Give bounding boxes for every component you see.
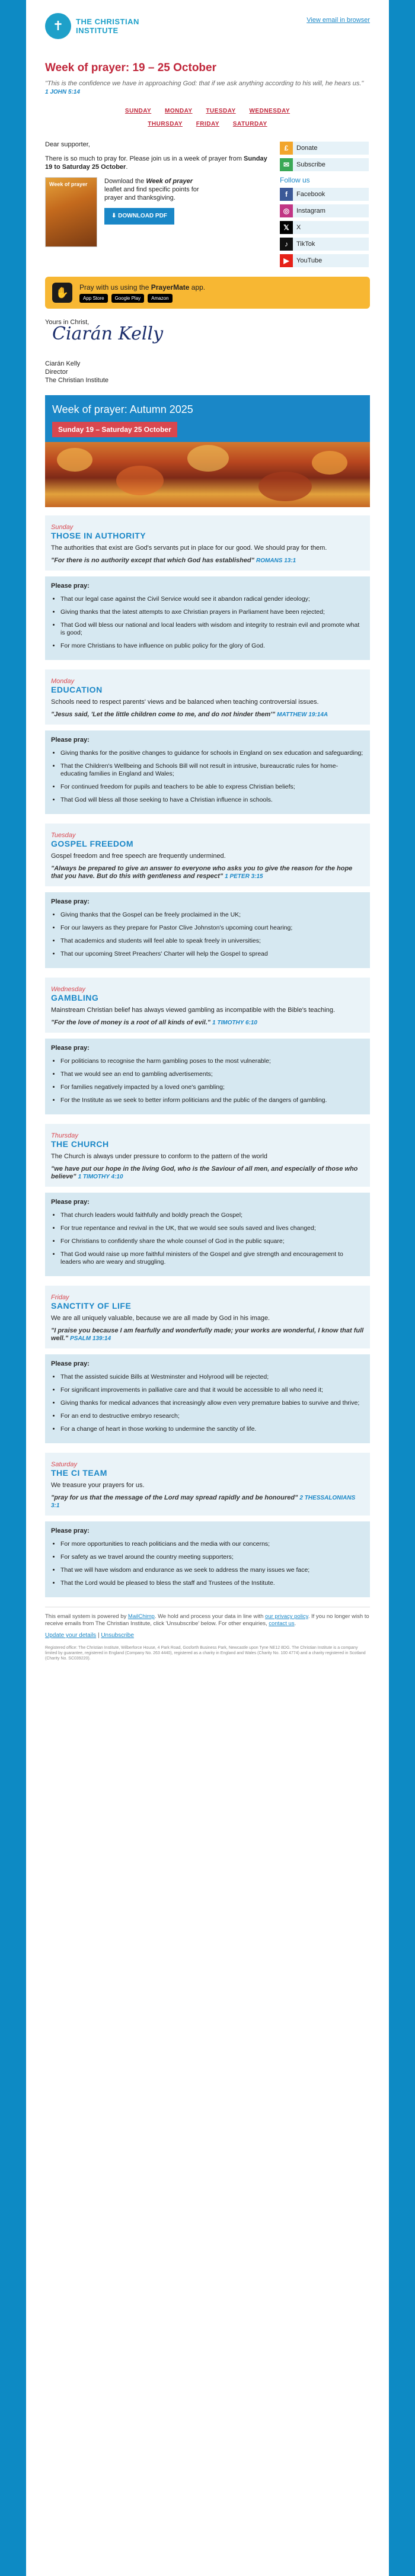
signoff-name: Ciarán Kelly: [45, 360, 81, 367]
section-verse-ref: 1 TIMOTHY 6:10: [212, 1020, 257, 1026]
section-day: Wednesday: [51, 986, 85, 993]
prayer-points-list: [51, 1373, 364, 1433]
leaflet-block: [45, 177, 270, 247]
please-pray-heading: Please pray:: [51, 1360, 90, 1367]
footer-text-2: . We hold and process your data in line with: [154, 1613, 266, 1620]
tiktok-link[interactable]: [280, 238, 369, 251]
x-label: X: [296, 224, 301, 231]
section-intro: Mainstream Christian belief has always viewed gambling as incompatible with the Bible's teaching.: [51, 1007, 336, 1014]
footer-text: [45, 1613, 370, 1627]
section-title: SANCTITY OF LIFE: [51, 1301, 132, 1311]
footer-text-3: . If you no longer wish to receive emails from The Christian Institute, click 'Unsubscribe' below. For other enquiries,: [45, 1613, 369, 1627]
section-day: Sunday: [51, 524, 74, 531]
signature-image: Ciarán Kelly: [52, 323, 164, 344]
youtube-link[interactable]: [280, 254, 369, 267]
banner-dates: Sunday 19 – Saturday 25 October: [52, 422, 177, 437]
day-link-tuesday[interactable]: TUESDAY: [206, 108, 236, 114]
prayer-point: • For continued freedom for pupils and teachers to be able to express Christian beliefs;: [60, 783, 364, 791]
prayer-point: • For true repentance and revival in the UK, that we would see souls saved and lives changed;: [60, 1225, 364, 1232]
section-verse-text: "pray for us that the message of the Lord may spread rapidly and be honoured": [51, 1494, 298, 1501]
autumn-leaves-image: [45, 442, 370, 507]
subscribe-icon: ✉: [280, 158, 293, 171]
autumn-banner: [45, 395, 370, 507]
prayer-point: • That our upcoming Street Preachers' Charter will help the Gospel to spread: [60, 950, 364, 958]
prayermate-text-post: app.: [189, 283, 206, 291]
facebook-link[interactable]: [280, 188, 369, 201]
youtube-label: YouTube: [296, 257, 323, 264]
section-day: Monday: [51, 678, 75, 685]
section-monday: [45, 669, 370, 814]
prayer-points-list: [51, 749, 364, 804]
banner-title: Week of prayer: Autumn 2025: [52, 403, 193, 415]
prayer-points-list: [51, 1212, 364, 1266]
section-head: [45, 1453, 370, 1516]
please-pray-heading: Please pray:: [51, 898, 90, 905]
section-tuesday: [45, 824, 370, 968]
section-verse-text: "we have put our hope in the living God, who is the Saviour of all men, and especially of those who believe": [51, 1165, 358, 1180]
section-intro: We are all uniquely valuable, because we are all made by God in his image.: [51, 1315, 270, 1322]
prayer-point: • That our legal case against the Civil Service would see it abandon radical gender ideology;: [60, 595, 364, 603]
youtube-icon: ▶: [280, 254, 293, 267]
please-pray-box: [45, 1033, 370, 1114]
footer-text-1: This email system is powered by: [45, 1613, 128, 1620]
intro-columns: [45, 140, 370, 271]
prayer-point: • That church leaders would faithfully and boldly preach the Gospel;: [60, 1212, 364, 1219]
prayer-points-list: [51, 1540, 364, 1587]
leaflet-description: [104, 177, 209, 247]
please-pray-box: [45, 886, 370, 968]
prayer-point: • Giving thanks that the latest attempts to axe Christian prayers in Parliament have been rejected;: [60, 608, 364, 616]
section-head: [45, 824, 370, 886]
section-title: THE CI TEAM: [51, 1468, 107, 1478]
x-icon: 𝕏: [280, 221, 293, 234]
logo-text-line-1: THE CHRISTIAN: [76, 17, 139, 26]
day-links: [45, 95, 370, 140]
amazon-badge[interactable]: Amazon: [148, 294, 172, 303]
prayer-point: • Giving thanks that the Gospel can be freely proclaimed in the UK;: [60, 911, 364, 919]
prayer-point: • For politicians to recognise the harm gambling poses to the most vulnerable;: [60, 1058, 364, 1065]
section-intro: We treasure your prayers for us.: [51, 1482, 145, 1489]
leaflet-text-bold: Week of prayer: [146, 178, 193, 185]
prayermate-text-bold: PrayerMate: [151, 283, 190, 291]
subscribe-label: Subscribe: [296, 161, 325, 168]
prayer-point: • That we will have wisdom and endurance as we seek to address the many issues we face;: [60, 1566, 364, 1574]
footer-separator: |: [96, 1632, 101, 1639]
footer: [45, 1607, 370, 1661]
section-intro: Schools need to respect parents' views and be balanced when teaching controversial issues.: [51, 699, 319, 706]
section-verse-text: "I praise you because I am fearfully and wonderfully made; your works are wonderful, I know that full well.": [51, 1327, 364, 1342]
email-sheet: [26, 0, 389, 2576]
please-pray-heading: Please pray:: [51, 736, 90, 744]
prayer-point: • That academics and students will feel able to speak freely in universities;: [60, 937, 364, 945]
instagram-icon: ◎: [280, 204, 293, 217]
prayer-point: • That the Children's Wellbeing and Schools Bill will not result in intrusive, bureaucratic rules for home-educating families in England and Wales;: [60, 762, 364, 778]
leaflet-text-post: leaflet and find specific points for prayer and thanksgiving.: [104, 186, 199, 201]
prayer-point: • That we would see an end to gambling advertisements;: [60, 1071, 364, 1078]
prayer-points-list: [51, 911, 364, 958]
prayermate-text-pre: Pray with us using the: [79, 283, 151, 291]
section-title: GOSPEL FREEDOM: [51, 839, 133, 848]
prayer-point: • For safety as we travel around the country meeting supporters;: [60, 1553, 364, 1561]
prayer-point: • For the Institute as we seek to better inform politicians and the public of the dangers of gambling.: [60, 1097, 364, 1104]
section-verse-ref: 2 THESSALONIANS 3:1: [51, 1495, 356, 1509]
section-intro: The Church is always under pressure to conform to the pattern of the world: [51, 1153, 268, 1160]
section-verse-ref: ROMANS 13:1: [256, 558, 296, 564]
logo-text: [76, 17, 139, 35]
update-details-link[interactable]: Update your details: [45, 1632, 97, 1639]
day-link-thursday[interactable]: THURSDAY: [148, 121, 183, 127]
prayer-point: • For more Christians to have influence on public policy for the glory of God.: [60, 642, 364, 650]
section-verse-text: "For there is no authority except that which God has established": [51, 557, 254, 564]
facebook-label: Facebook: [296, 191, 325, 198]
view-in-browser-link[interactable]: View email in browser: [307, 17, 370, 24]
day-link-saturday[interactable]: SATURDAY: [232, 121, 267, 127]
intro-paragraph-end: .: [126, 164, 128, 171]
facebook-icon: f: [280, 188, 293, 201]
intro-main: [45, 140, 270, 271]
day-link-friday[interactable]: FRIDAY: [196, 121, 220, 127]
subscribe-button[interactable]: [280, 158, 369, 171]
day-sections: [45, 515, 370, 1597]
section-verse-ref: PSALM 139:14: [70, 1335, 111, 1342]
section-title: THE CHURCH: [51, 1139, 109, 1149]
section-sunday: [45, 515, 370, 660]
instagram-label: Instagram: [296, 207, 325, 214]
prayermate-banner[interactable]: [45, 277, 370, 309]
section-verse-text: "For the love of money is a root of all kinds of evil.": [51, 1019, 210, 1026]
prayermate-text: [79, 283, 205, 291]
donate-icon: £: [280, 142, 293, 155]
section-title: THOSE IN AUTHORITY: [51, 531, 146, 540]
please-pray-heading: Please pray:: [51, 582, 90, 589]
tiktok-icon: ♪: [280, 238, 293, 251]
section-day: Thursday: [51, 1132, 78, 1139]
prayer-point: • For our lawyers as they prepare for Pastor Clive Johnston's upcoming court hearing;: [60, 924, 364, 932]
section-intro: Gospel freedom and free speech are frequently undermined.: [51, 853, 226, 860]
sidebar: [280, 140, 369, 271]
please-pray-box: [45, 1516, 370, 1597]
follow-us-heading: Follow us: [280, 176, 310, 184]
leaflet-text-pre: Download the: [104, 178, 146, 185]
legal-text: Registered office: The Christian Institute, Wilberforce House, 4 Park Road, Gosforth Business Park, Newcastle upon Tyne NE12 8DG. The Christian Institute is a company limited by guarantee, registered in England (Company No. 263 4440), registered as a charity in England and Wales (Charity No. 100 4774) and a charity registered in Scotland (Charity No. SC039220).: [45, 1646, 366, 1661]
please-pray-heading: Please pray:: [51, 1527, 90, 1534]
app-store-badge[interactable]: App Store: [79, 294, 108, 303]
prayer-point: • For significant improvements in palliative care and that it would be accessible to all who need it;: [60, 1386, 364, 1394]
prayer-point: • For an end to destructive embryo research;: [60, 1412, 364, 1420]
section-head: [45, 1124, 370, 1187]
intro-paragraph: [45, 155, 270, 171]
donate-button[interactable]: [280, 142, 369, 155]
download-pdf-button[interactable]: ⬇ DOWNLOAD PDF: [104, 208, 174, 225]
prayer-point: • Giving thanks for medical advances that increasingly allow even very premature babies to survive and thrive;: [60, 1399, 364, 1407]
section-verse: [51, 1165, 364, 1181]
section-verse: [51, 711, 364, 719]
section-day: Saturday: [51, 1461, 78, 1468]
signoff: [45, 318, 370, 385]
intro-paragraph-dates: Sunday 19 to Saturday 25 October: [45, 155, 267, 171]
please-pray-heading: Please pray:: [51, 1045, 90, 1052]
intro-quote: "This is the confidence we have in approaching God: that if we ask anything according to his will, he hears us.": [45, 80, 364, 87]
section-wednesday: [45, 978, 370, 1114]
prayer-point: • Giving thanks for the positive changes to guidance for schools in England on sex education and safeguarding;: [60, 749, 364, 757]
day-link-wednesday[interactable]: WEDNESDAY: [249, 108, 290, 114]
section-thursday: [45, 1124, 370, 1276]
section-title: GAMBLING: [51, 993, 99, 1002]
prayer-point: • For Christians to confidently share the whole counsel of God in the public square;: [60, 1238, 364, 1245]
please-pray-box: [45, 725, 370, 814]
week-title: Week of prayer: 19 – 25 October: [45, 62, 216, 74]
prayer-point: • That the Lord would be pleased to bless the staff and Trustees of the Institute.: [60, 1579, 364, 1587]
section-day: Tuesday: [51, 832, 76, 839]
section-verse-ref: MATTHEW 19:14A: [277, 712, 328, 718]
section-verse: [51, 1019, 364, 1027]
prayer-point: • For a change of heart in those working to undermine the sanctity of life.: [60, 1425, 364, 1433]
please-pray-box: [45, 1348, 370, 1443]
footer-text-4: .: [294, 1620, 296, 1627]
section-verse: [51, 557, 364, 565]
day-link-sunday[interactable]: SUNDAY: [124, 108, 152, 114]
donate-label: Donate: [296, 145, 318, 152]
instagram-link[interactable]: [280, 204, 369, 217]
x-link[interactable]: [280, 221, 369, 234]
signoff-yours: Yours in Christ,: [45, 319, 90, 326]
section-verse-ref: 1 TIMOTHY 4:10: [78, 1174, 123, 1180]
prayer-point: • That God would raise up more faithful ministers of the Gospel and give strength and encouragement to leaders who are weary and struggling.: [60, 1251, 364, 1266]
prayer-points-list: [51, 1058, 364, 1104]
greeting: Dear supporter,: [45, 141, 90, 148]
intro-paragraph-text: There is so much to pray for. Please join us in a week of prayer from: [45, 155, 244, 162]
praying-hands-icon: ✋: [52, 283, 72, 303]
contact-us-link[interactable]: contact us: [269, 1620, 295, 1627]
prayer-point: • That God will bless our national and local leaders with wisdom and integrity to restrain evil and promote what is good;: [60, 621, 364, 637]
section-head: [45, 1286, 370, 1348]
intro-quote-ref: 1 JOHN 5:14: [45, 89, 80, 95]
please-pray-box: [45, 571, 370, 660]
section-verse-text: "Jesus said, 'Let the little children come to me, and do not hinder them'": [51, 711, 276, 718]
section-head: [45, 515, 370, 571]
section-intro: The authorities that exist are God's servants put in place for our good. We should pray for them.: [51, 544, 327, 552]
section-head: [45, 978, 370, 1033]
logo-icon: ✝: [45, 13, 71, 39]
signoff-role: Director: [45, 369, 68, 376]
prayer-point: • That God will bless all those seeking to have a Christian influence in schools.: [60, 796, 364, 804]
tiktok-label: TikTok: [296, 241, 315, 248]
unsubscribe-link[interactable]: Unsubscribe: [101, 1632, 134, 1639]
email-header: [45, 0, 370, 62]
please-pray-heading: Please pray:: [51, 1199, 90, 1206]
signoff-org: The Christian Institute: [45, 377, 108, 384]
prayer-point: • For more opportunities to reach politicians and the media with our concerns;: [60, 1540, 364, 1548]
app-store-badges: [79, 294, 205, 303]
section-day: Friday: [51, 1294, 69, 1301]
section-verse: [51, 1494, 364, 1510]
prayer-point: • For families negatively impacted by a loved one's gambling;: [60, 1084, 364, 1091]
section-verse-text: "Always be prepared to give an answer to everyone who asks you to give the reason for the hope that you have. But do this with gentleness and respect": [51, 865, 353, 880]
section-verse: [51, 1327, 364, 1343]
privacy-policy-link[interactable]: our privacy policy: [265, 1613, 308, 1620]
section-head: [45, 669, 370, 725]
section-verse-ref: 1 PETER 3:15: [225, 873, 263, 880]
footer-links: [45, 1632, 370, 1639]
logo-text-line-2: INSTITUTE: [76, 26, 119, 35]
google-play-badge[interactable]: Google Play: [111, 294, 145, 303]
section-saturday: [45, 1453, 370, 1597]
logo[interactable]: [45, 13, 139, 39]
prayer-points-list: [51, 595, 364, 650]
please-pray-box: [45, 1187, 370, 1276]
leaflet-cover-label: Week of prayer: [49, 181, 88, 187]
prayer-point: • That the assisted suicide Bills at Westminster and Holyrood will be rejected;: [60, 1373, 364, 1381]
mailchimp-link[interactable]: MailChimp: [127, 1613, 155, 1620]
section-friday: [45, 1286, 370, 1443]
leaflet-cover-image[interactable]: [45, 177, 97, 247]
section-verse: [51, 865, 364, 880]
day-link-monday[interactable]: MONDAY: [165, 108, 193, 114]
section-title: EDUCATION: [51, 685, 103, 694]
